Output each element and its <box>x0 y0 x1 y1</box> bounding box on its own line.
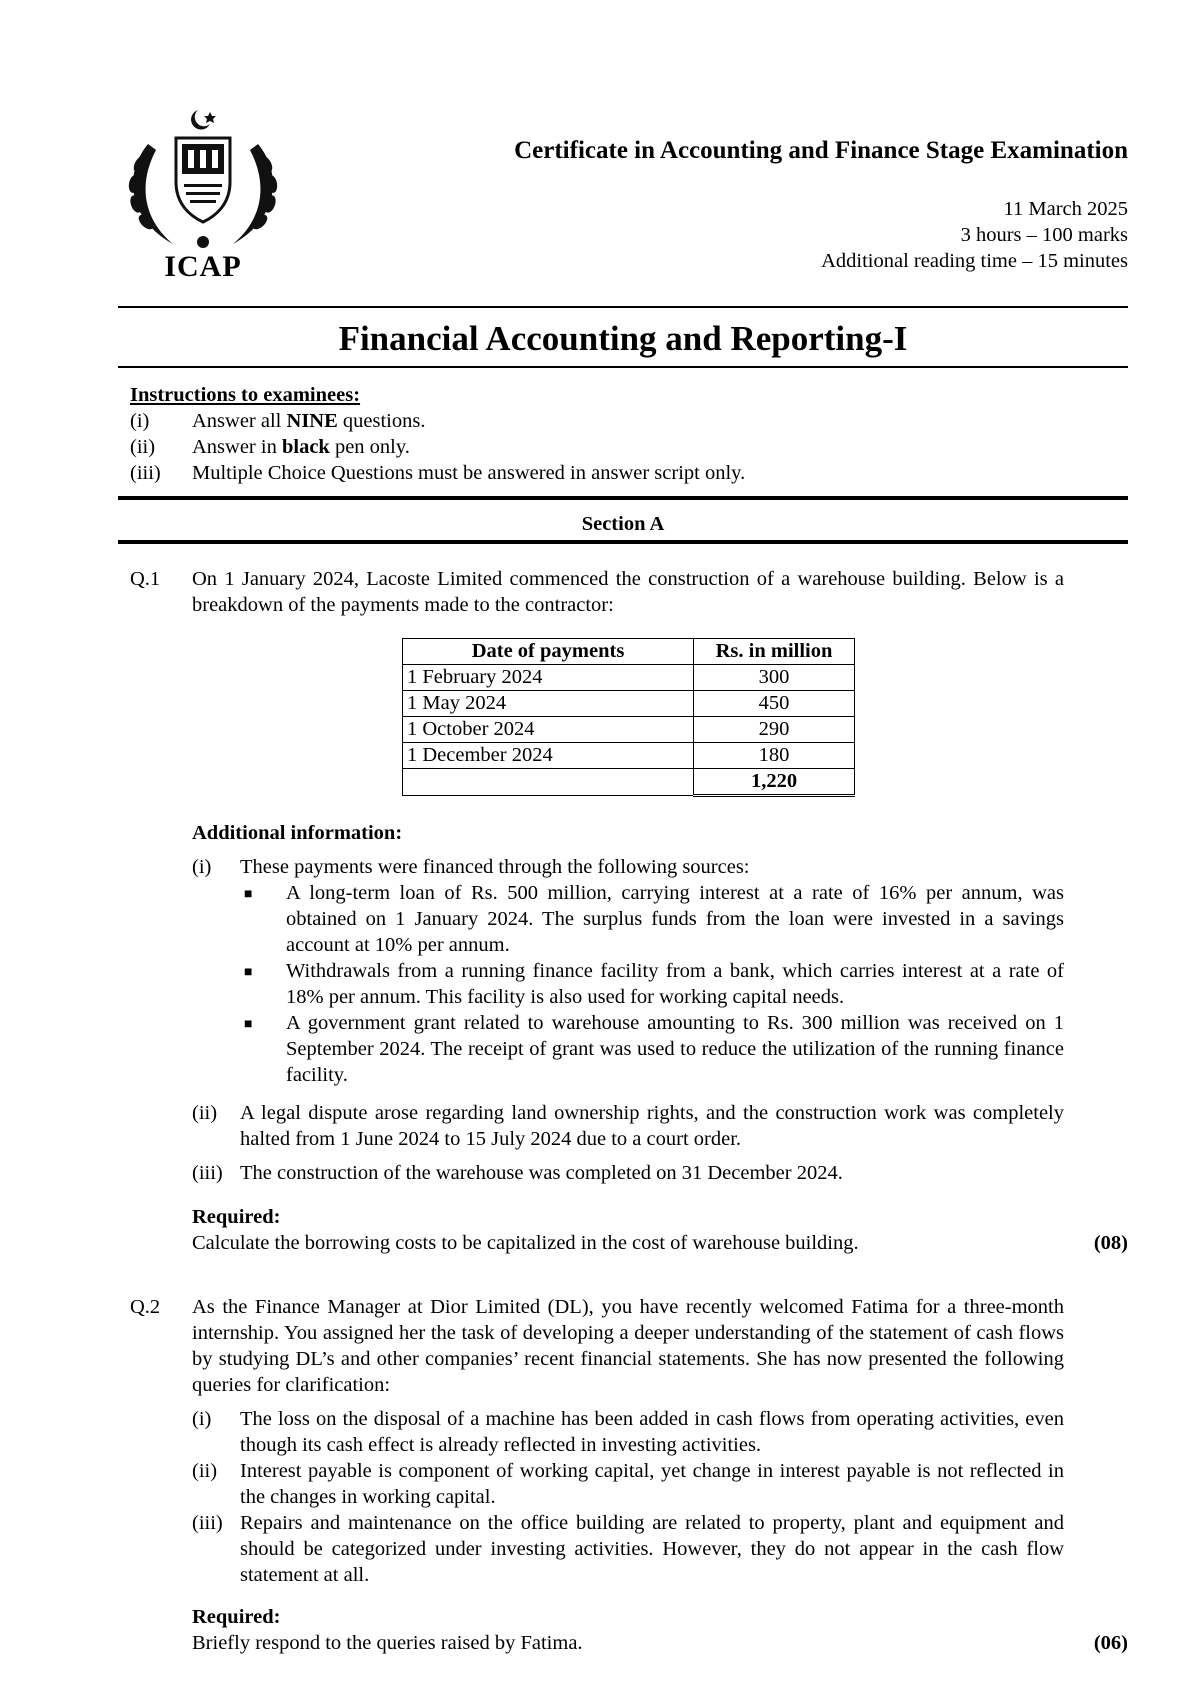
table-total: 1,220 <box>694 769 855 796</box>
query-text: Repairs and maintenance on the office building are related to property, plant and equipment and should be categorized under investing activities. However, they do not appear in the cash flow statement at all. <box>240 1512 1064 1586</box>
query-text: The loss on the disposal of a machine has been added in cash flows from operating activities, even though its cash effect is already reflected in investing activities. <box>240 1408 1064 1456</box>
marks: (06) <box>1093 1632 1128 1654</box>
divider <box>118 366 1128 368</box>
info-number: (ii) <box>192 1102 218 1124</box>
instruction-number: (i) <box>130 410 150 432</box>
question-intro: As the Finance Manager at Dior Limited (DL), you have recently welcomed Fatima for a three-month internship. You assigned her the task of developing a deeper understanding of the statement of cash flows by studying DL’s and other companies’ recent financial statements. She has now presented the following queries for clarification: <box>192 1296 1064 1396</box>
bullet-text: A long-term loan of Rs. 500 million, carrying interest at a rate of 16% per annum, was obtained on 1 January 2024. The surplus funds from the loan were invested in a savings account at 10% per annum. <box>286 882 1064 956</box>
table-cell: 1 October 2024 <box>403 717 694 743</box>
table-row <box>403 691 855 717</box>
query-text: Interest payable is component of working capital, yet change in interest payable is not reflected in the changes in working capital. <box>240 1460 1064 1508</box>
table-row <box>403 665 855 691</box>
table-cell: 1 February 2024 <box>403 665 694 691</box>
marks: (08) <box>1093 1232 1128 1254</box>
exam-duration: 3 hours – 100 marks <box>960 224 1128 246</box>
instruction-item: Multiple Choice Questions must be answered in answer script only. <box>192 462 746 484</box>
table-cell: 180 <box>694 743 855 769</box>
info-number: (iii) <box>192 1162 223 1184</box>
table-cell <box>403 769 694 796</box>
question-number: Q.2 <box>130 1296 161 1318</box>
instruction-number: (ii) <box>130 436 156 458</box>
additional-info-heading: Additional information: <box>192 822 403 844</box>
info-text: These payments were financed through the following sources: <box>240 856 750 878</box>
bullet-text: A government grant related to warehouse amounting to Rs. 300 million was received on 1 September 2024. The receipt of grant was used to reduce the utilization of the running finance facility. <box>286 1012 1064 1086</box>
bullet-text: Withdrawals from a running finance facility from a bank, which carries interest at a rate of 18% per annum. This facility is also used for working capital needs. <box>286 960 1064 1008</box>
required-label: Required: <box>192 1606 281 1628</box>
table-cell: 300 <box>694 665 855 691</box>
exam-date: 11 March 2025 <box>1003 198 1128 220</box>
divider <box>118 306 1128 308</box>
instruction-item: Answer in black pen only. <box>192 436 410 458</box>
info-number: (i) <box>192 856 212 878</box>
question-intro: On 1 January 2024, Lacoste Limited commenced the construction of a warehouse building. Below is a breakdown of the payments made to the contractor: <box>192 568 1064 616</box>
divider <box>118 540 1128 544</box>
table-cell: 450 <box>694 691 855 717</box>
required-text: Briefly respond to the queries raised by Fatima. <box>192 1632 583 1654</box>
query-number: (iii) <box>192 1512 223 1534</box>
instruction-number: (iii) <box>130 462 161 484</box>
divider <box>118 496 1128 500</box>
required-label: Required: <box>192 1206 281 1228</box>
table-header: Rs. in million <box>694 639 855 665</box>
reading-time: Additional reading time – 15 minutes <box>821 250 1128 272</box>
query-number: (ii) <box>192 1460 218 1482</box>
info-text: The construction of the warehouse was completed on 31 December 2024. <box>240 1162 843 1184</box>
bullet-icon: ■ <box>244 1017 253 1032</box>
section-title: Section A <box>581 513 665 535</box>
table-cell: 1 December 2024 <box>403 743 694 769</box>
table-row <box>403 743 855 769</box>
table-total-row <box>403 769 855 796</box>
table-cell: 1 May 2024 <box>403 691 694 717</box>
paper-title: Financial Accounting and Reporting-I <box>338 319 908 358</box>
payments-table <box>402 638 855 797</box>
icap-logo <box>118 104 288 294</box>
info-text: A legal dispute arose regarding land ownership rights, and the construction work was completely halted from 1 June 2024 to 15 July 2024 due to a court order. <box>240 1102 1064 1150</box>
table-cell: 290 <box>694 717 855 743</box>
instructions-heading: Instructions to examinees: <box>130 384 361 406</box>
question-number: Q.1 <box>130 568 161 590</box>
table-header-row <box>403 639 855 665</box>
required-text: Calculate the borrowing costs to be capitalized in the cost of warehouse building. <box>192 1232 859 1254</box>
table-header: Date of payments <box>403 639 694 665</box>
bullet-icon: ■ <box>244 965 253 980</box>
table-row <box>403 717 855 743</box>
query-number: (i) <box>192 1408 212 1430</box>
icap-crest-icon <box>118 104 288 254</box>
exam-title: Certificate in Accounting and Finance Stage Examination <box>514 137 1128 164</box>
logo-text: ICAP <box>164 250 242 283</box>
bullet-icon: ■ <box>244 887 253 902</box>
instruction-item: Answer all NINE questions. <box>192 410 426 432</box>
